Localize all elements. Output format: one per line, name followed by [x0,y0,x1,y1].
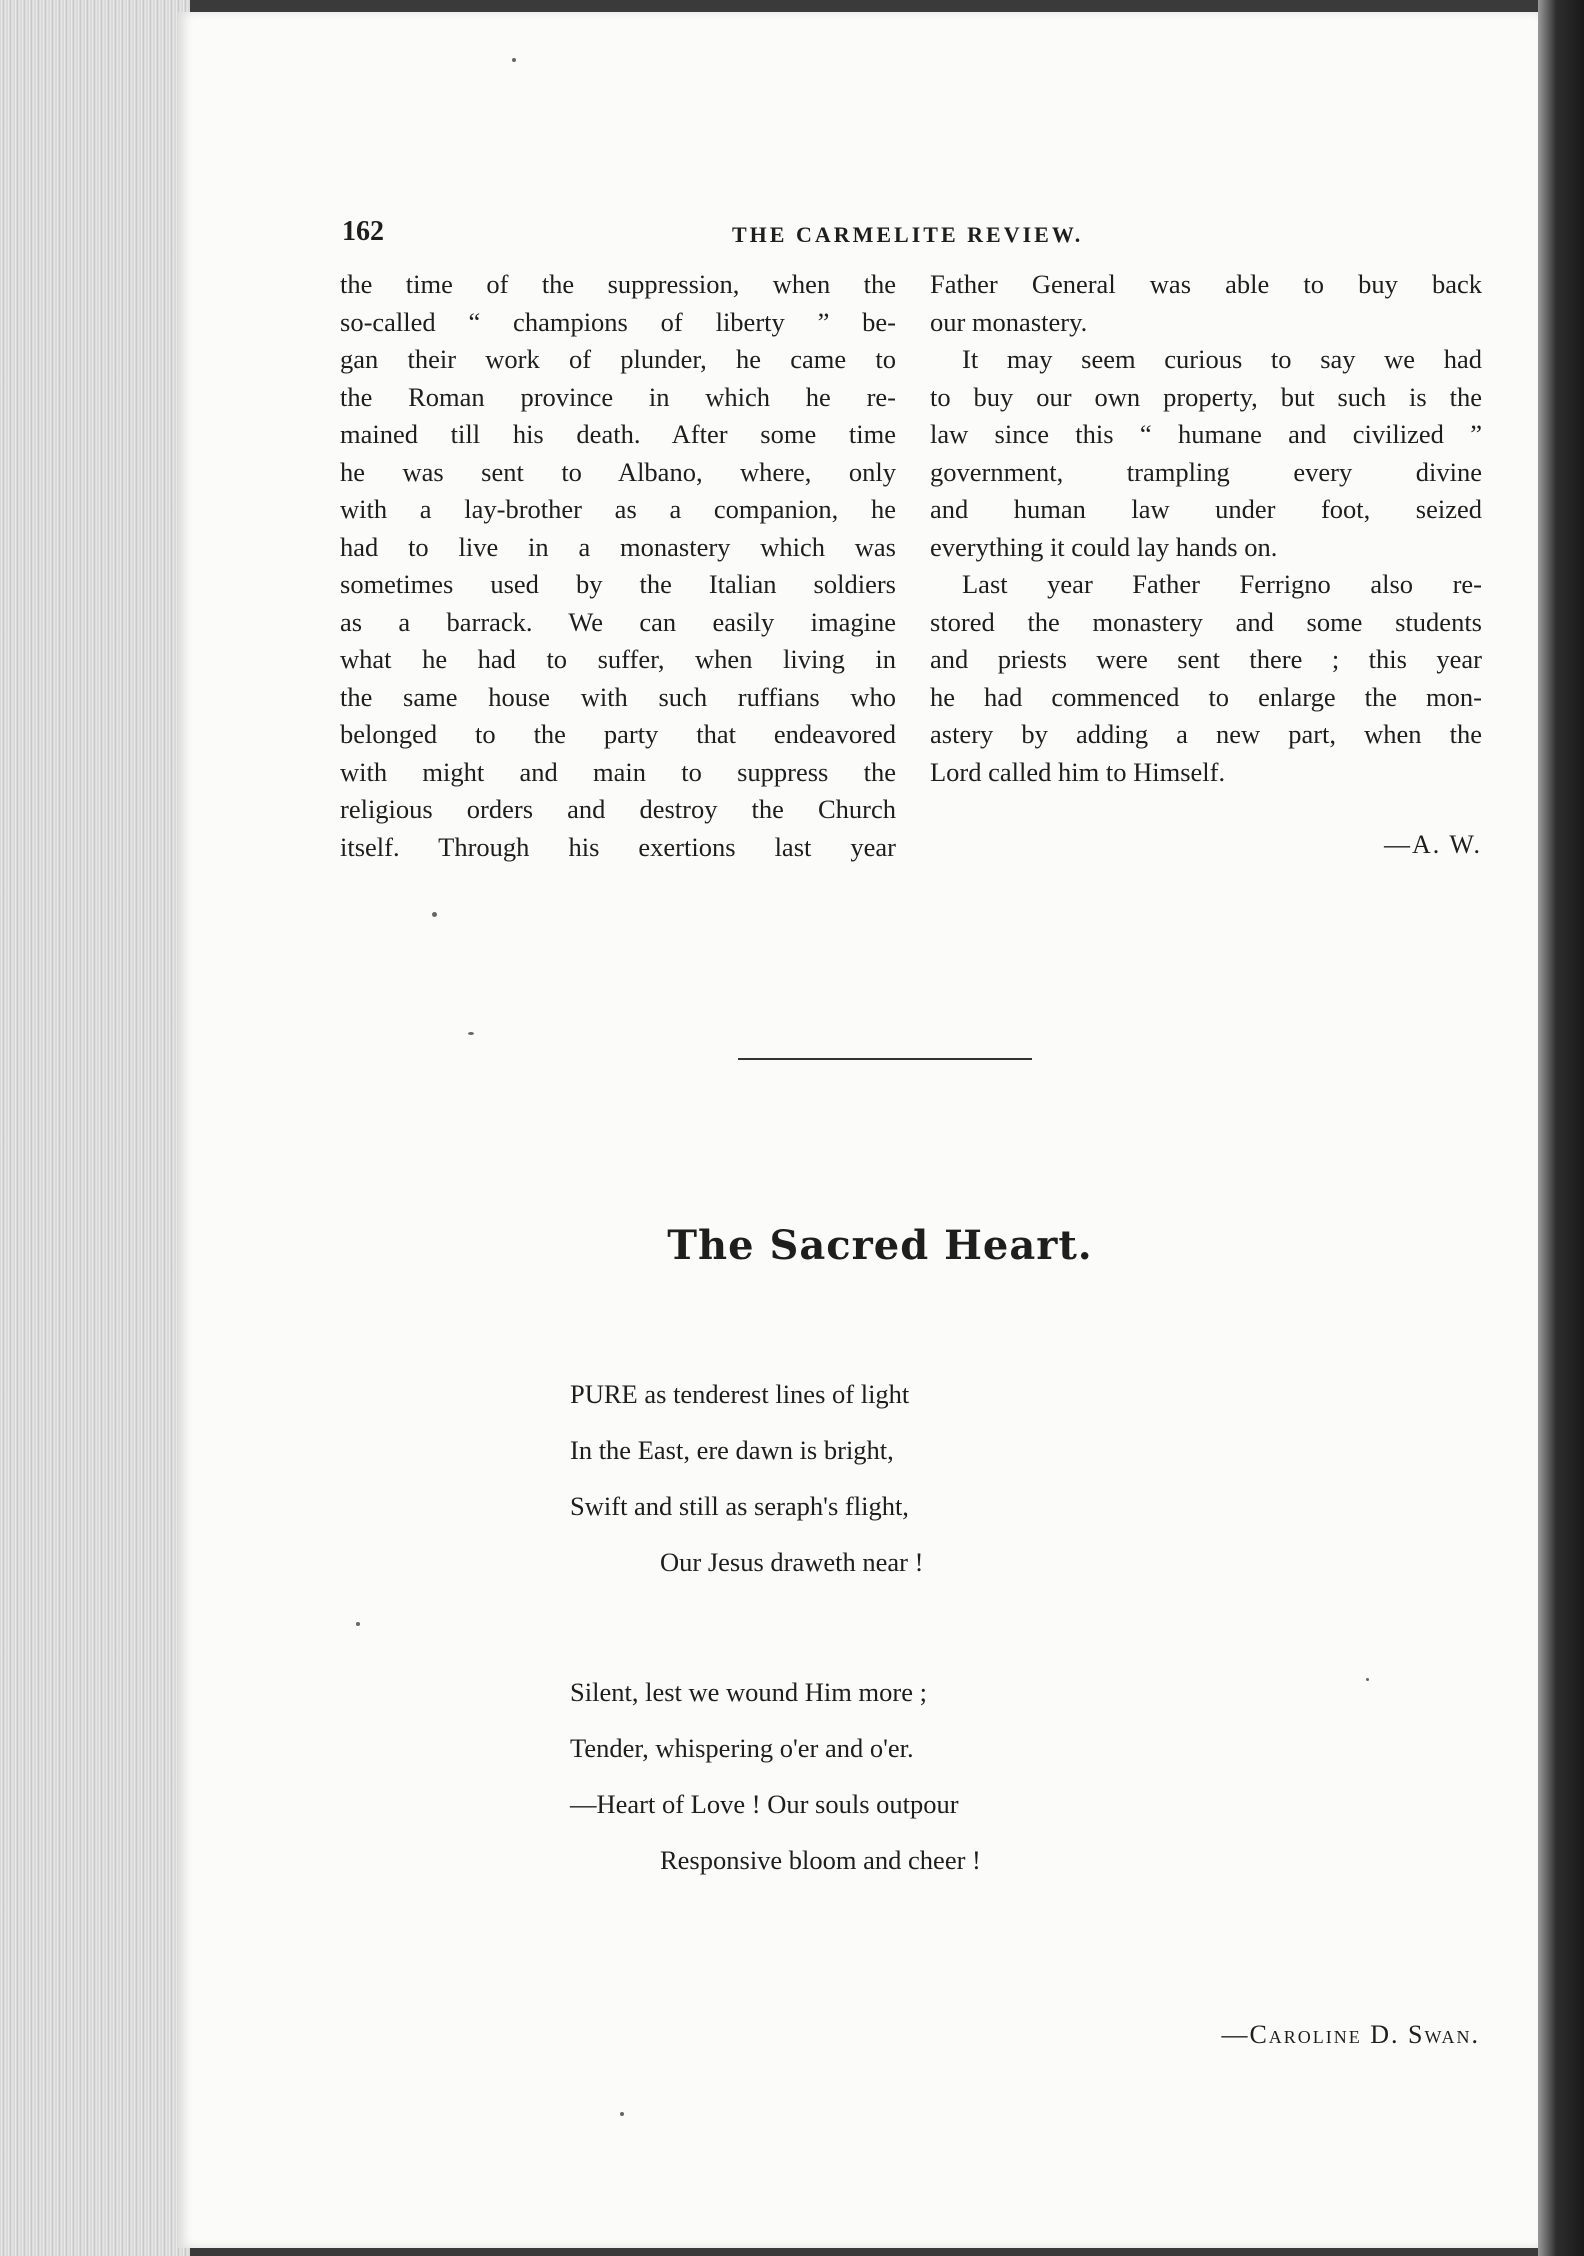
text-line: he had commenced to enlarge the mon- [930,681,1482,712]
text-line: gan their work of plunder, he came to [340,344,896,374]
text-line: stored the monastery and some students [930,606,1482,637]
poem-line: —Heart of Love ! Our souls outpour [570,1789,959,1819]
text-line: with a lay-brother as a companion, he [340,494,896,524]
poem-line: Tender, whispering o'er and o'er. [570,1733,914,1763]
poem-author: —Caroline D. Swan. [1221,2020,1480,2049]
text-line: sometimes used by the Italian soldiers [340,569,896,599]
text-line: government, trampling every divine [930,456,1482,487]
scan-speck [620,2112,624,2116]
scan-speck [432,912,437,917]
article-right-column [930,266,1482,791]
poem-line: In the East, ere dawn is bright, [570,1435,894,1465]
text-line: astery by adding a new part, when the [930,719,1482,749]
book-page-edges [0,0,190,2256]
section-divider [738,1058,1032,1060]
text-line: he was sent to Albano, where, only [340,456,896,487]
text-line: our monastery. [930,306,1088,337]
scan-speck [356,1622,360,1626]
article-paragraph [930,266,1482,341]
scan-speck [468,1032,474,1035]
poem-stanza [570,1664,981,1888]
text-line: so-called “ champions of liberty ” be- [340,306,896,337]
scan-speck [1366,1678,1369,1681]
text-line: Lord called him to Himself. [930,756,1226,787]
scan-speck [512,58,516,62]
poem-stanza [570,1366,923,1590]
article-paragraph [930,566,1482,791]
page-number: 162 [342,216,384,247]
text-line: the time of the suppression, when the [340,269,896,299]
text-line: and human law under foot, seized [930,494,1482,524]
poem-title: The Sacred Heart. [667,1222,1093,1269]
text-line: with might and main to suppress the [340,756,896,787]
poem-line: Our Jesus draweth near ! [660,1547,924,1577]
article-left-column [340,266,896,866]
article-signature: —A. W. [1384,830,1482,859]
text-line: Last year Father Ferrigno also re- [962,569,1482,599]
text-line: mained till his death. After some time [340,419,896,449]
text-line: had to live in a monastery which was [340,531,896,562]
article-paragraph [930,341,1482,566]
article-paragraph [340,266,896,866]
text-line: as a barrack. We can easily imagine [340,606,896,637]
text-line: law since this “ humane and civilized ” [930,419,1482,449]
text-line: everything it could lay hands on. [930,531,1278,562]
text-line: religious orders and destroy the Church [340,794,896,824]
text-line: belonged to the party that endeavored [340,719,896,749]
text-line: the same house with such ruffians who [340,681,896,712]
poem-line: Responsive bloom and cheer ! [660,1845,981,1875]
running-head [342,216,1482,256]
book-binding-edge [1538,0,1584,2256]
poem-line: PURE as tenderest lines of light [570,1379,910,1409]
poem-line: Silent, lest we wound Him more ; [570,1677,927,1707]
journal-title: THE CARMELITE REVIEW. [732,222,1084,247]
poem-line: Swift and still as seraph's flight, [570,1491,909,1521]
text-line: and priests were sent there ; this year [930,644,1482,674]
text-line: Father General was able to buy back [930,269,1482,299]
text-line: the Roman province in which he re- [340,381,896,412]
text-line: itself. Through his exertions last year [340,831,896,862]
text-line: It may seem curious to say we had [962,344,1482,374]
text-line: to buy our own property, but such is the [930,381,1482,412]
text-line: what he had to suffer, when living in [340,644,896,674]
